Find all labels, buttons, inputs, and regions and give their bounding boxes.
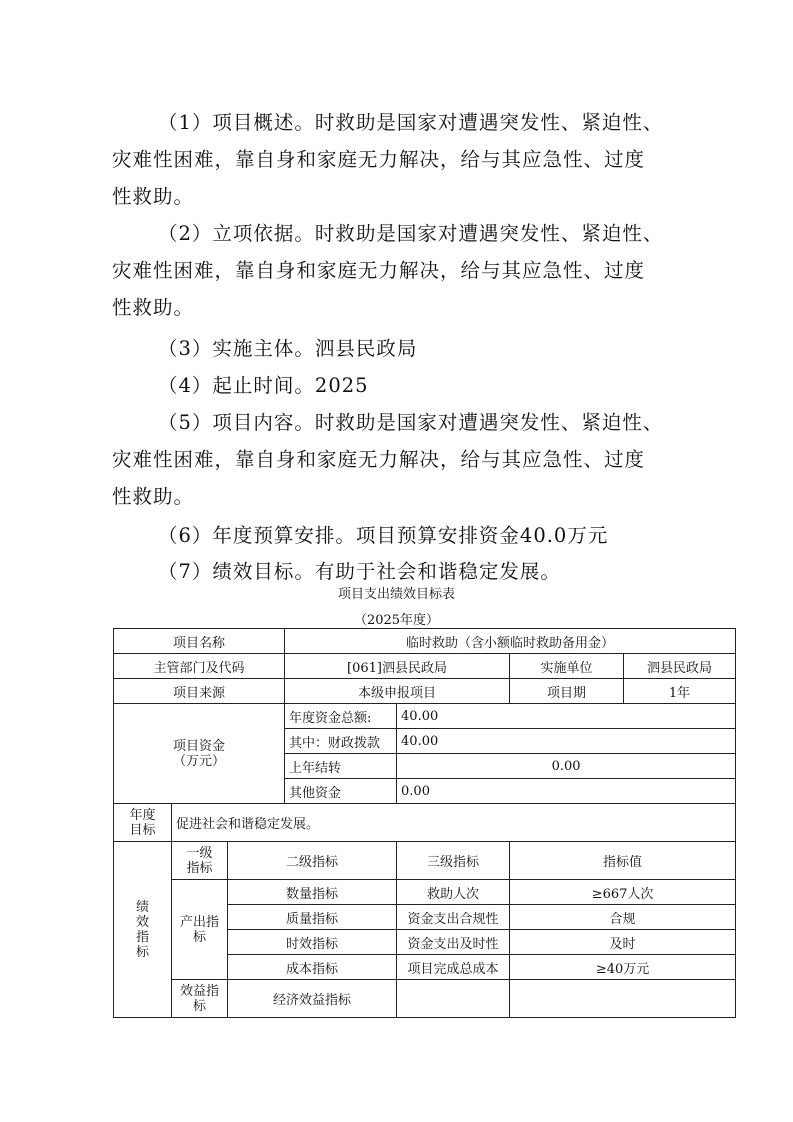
benefit-label-line: 效益指 xyxy=(179,983,219,999)
annual-goal-value: 促进社会和谐稳定发展。 xyxy=(172,804,736,842)
text-line: （7）绩效目标。有助于社会和谐稳定发展。 xyxy=(158,560,561,583)
level3-cell: 资金支出及时性 xyxy=(397,930,510,955)
benefit-indicator-label xyxy=(172,980,228,1018)
period-value: 1年 xyxy=(624,679,736,704)
dept-label: 主管部门及代码 xyxy=(114,654,285,679)
value-cell: ≥667人次 xyxy=(510,880,736,905)
indicators-label xyxy=(114,842,172,1018)
level2-cell: 成本指标 xyxy=(228,955,397,980)
level3-cell: 资金支出合规性 xyxy=(397,905,510,930)
text-line: （4）起止时间。2025 xyxy=(158,374,369,397)
table-row xyxy=(114,880,736,905)
project-name-value: 临时救助（含小额临时救助备用金） xyxy=(285,629,736,654)
text-line: 灾难性困难，靠自身和家庭无力解决，给与其应急性、过度 xyxy=(112,448,646,471)
indicators-label-char: 绩 xyxy=(135,899,149,915)
header-value: 指标值 xyxy=(510,842,736,880)
text-line: 性救助。 xyxy=(112,485,195,508)
funds-item-label: 其中：财政拨款 xyxy=(285,729,397,754)
text-line: 性救助。 xyxy=(112,296,195,319)
table-year: （2025年度） xyxy=(353,613,440,628)
header-level3: 三级指标 xyxy=(397,842,510,880)
text-line: 灾难性困难，靠自身和家庭无力解决，给与其应急性、过度 xyxy=(112,148,646,171)
level2-cell: 经济效益指标 xyxy=(228,980,397,1018)
paragraph-basis xyxy=(112,215,692,326)
unit-label: 实施单位 xyxy=(510,654,624,679)
table-row xyxy=(114,980,736,1018)
value-cell xyxy=(510,980,736,1018)
annual-goal-label xyxy=(114,804,172,842)
indicators-label-char: 指 xyxy=(135,929,149,945)
text-line: （6）年度预算安排。项目预算安排资金40.0万元 xyxy=(158,524,609,547)
level2-cell: 质量指标 xyxy=(228,905,397,930)
output-label-line: 产出指 xyxy=(179,914,219,930)
header-level1-line: 一级 xyxy=(186,845,213,861)
table-title: 项目支出绩效目标表 xyxy=(337,587,455,602)
level3-cell: 项目完成总成本 xyxy=(397,955,510,980)
output-indicator-label xyxy=(172,880,228,980)
funds-label-line: （万元） xyxy=(173,753,226,769)
funds-item-value: 0.00 xyxy=(397,779,736,804)
goal-label-line: 目标 xyxy=(129,822,156,838)
output-label-line: 标 xyxy=(192,929,206,945)
funds-item-value: 40.00 xyxy=(397,729,736,754)
value-cell: 及时 xyxy=(510,930,736,955)
header-level2: 二级指标 xyxy=(228,842,397,880)
unit-value: 泗县民政局 xyxy=(624,654,736,679)
funds-label-line: 项目资金 xyxy=(173,738,226,754)
value-cell: 合规 xyxy=(510,905,736,930)
source-value: 本级申报项目 xyxy=(285,679,510,704)
paragraph-content xyxy=(112,404,692,515)
level3-cell xyxy=(397,980,510,1018)
header-level1-line: 指标 xyxy=(186,860,213,876)
level3-cell: 救助人次 xyxy=(397,880,510,905)
table-row xyxy=(114,704,736,729)
table-row xyxy=(114,654,736,679)
level2-cell: 时效指标 xyxy=(228,930,397,955)
funds-item-label: 其他资金 xyxy=(285,779,397,804)
indicators-label-char: 标 xyxy=(135,944,149,960)
period-label: 项目期 xyxy=(510,679,624,704)
source-label: 项目来源 xyxy=(114,679,285,704)
paragraph-overview xyxy=(112,104,692,215)
table-row xyxy=(114,679,736,704)
paragraph-period xyxy=(112,367,692,404)
benefit-label-line: 标 xyxy=(192,998,206,1014)
funds-label xyxy=(114,704,285,804)
dept-value: [061]泗县民政局 xyxy=(285,654,510,679)
funds-item-label: 年度资金总额: xyxy=(285,704,397,729)
text-line: （5）项目内容。时救助是国家对遭遇突发性、紧迫性、 xyxy=(158,411,664,434)
text-line: （2）立项依据。时救助是国家对遭遇突发性、紧迫性、 xyxy=(158,222,664,245)
value-cell: ≥40万元 xyxy=(510,955,736,980)
table-row xyxy=(114,629,736,654)
paragraph-subject xyxy=(112,330,692,367)
goal-label-line: 年度 xyxy=(129,807,156,823)
project-name-label: 项目名称 xyxy=(114,629,285,654)
table-row xyxy=(114,842,736,880)
funds-item-value: 40.00 xyxy=(397,704,736,729)
performance-target-table xyxy=(113,628,736,1018)
paragraph-budget xyxy=(112,517,692,554)
indicators-label-char: 效 xyxy=(135,914,149,930)
header-level1 xyxy=(172,842,228,880)
text-line: （1）项目概述。时救助是国家对遭遇突发性、紧迫性、 xyxy=(158,111,664,134)
funds-item-label: 上年结转 xyxy=(285,754,397,779)
text-line: 性救助。 xyxy=(112,185,195,208)
table-row xyxy=(114,804,736,842)
funds-item-value: 0.00 xyxy=(397,754,736,779)
text-line: 灾难性困难，靠自身和家庭无力解决，给与其应急性、过度 xyxy=(112,259,646,282)
text-line: （3）实施主体。泗县民政局 xyxy=(158,337,418,360)
level2-cell: 数量指标 xyxy=(228,880,397,905)
